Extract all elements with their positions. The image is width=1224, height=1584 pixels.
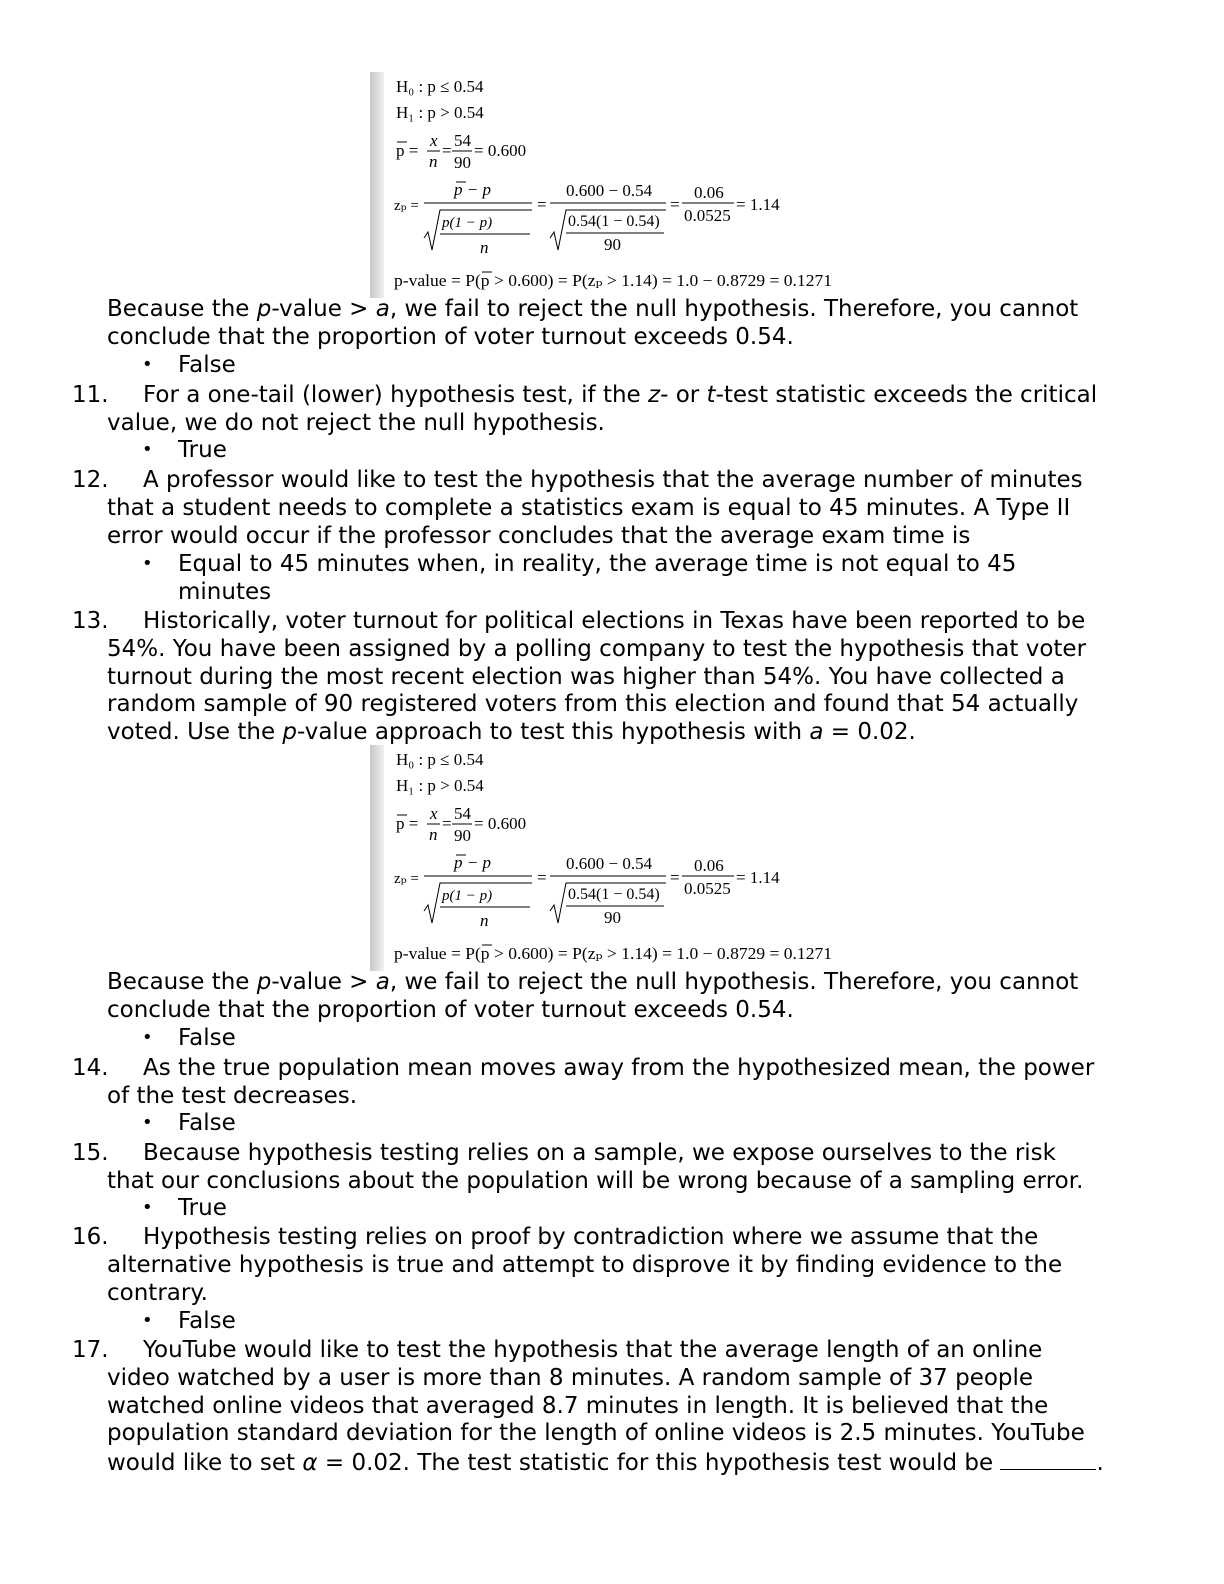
pbar-den: 90: [454, 153, 471, 172]
bullet-icon: •: [142, 354, 153, 375]
z-den-val-n: 90: [604, 908, 621, 927]
z-label: zₚ =: [394, 198, 419, 214]
formula-figure-1: [370, 72, 840, 298]
q17-line-2: video watched by a user is more than 8 minutes. A random sample of 37 people: [107, 1365, 1034, 1391]
z-den-n: n: [480, 911, 489, 930]
q13-line-1: Historically, voter turnout for political elections in Texas have been reported to be: [143, 608, 1086, 634]
q17-number: 17.: [72, 1337, 109, 1363]
svg-text:=: =: [537, 195, 547, 214]
pbar-n: n: [429, 152, 438, 171]
z-num-sym: p − p: [454, 180, 491, 199]
bullet-icon: •: [142, 553, 153, 574]
svg-text:=: =: [442, 141, 452, 160]
pbar-num: 54: [454, 131, 471, 150]
q11-line-2: value, we do not reject the null hypothesis.: [107, 410, 605, 436]
q13-line-5: voted. Use the p-value approach to test this hypothesis with a = 0.02.: [107, 719, 916, 745]
bullet-icon: •: [142, 1112, 153, 1133]
bullet-icon: •: [142, 439, 153, 460]
pbar-x: x: [430, 131, 438, 150]
pbar-den: 90: [454, 826, 471, 845]
z-den-val: 0.54(1 − 0.54): [568, 886, 660, 903]
z-den-val-n: 90: [604, 235, 621, 254]
pbar-x: x: [430, 804, 438, 823]
h1-text: H₁ : p > 0.54: [396, 103, 484, 122]
q15-line-2: that our conclusions about the population will be wrong because of a sampling error.: [107, 1168, 1084, 1194]
q15-number: 15.: [72, 1140, 109, 1166]
q17-line-5: would like to set α = 0.02. The test statistic for this hypothesis test would be .: [107, 1447, 1104, 1477]
q11-line-1: For a one-tail (lower) hypothesis test, if the z- or t-test statistic exceeds the critical: [143, 382, 1098, 408]
conclusion-2-line-2: conclude that the proportion of voter turnout exceeds 0.54.: [107, 997, 794, 1023]
z-num-sym: p − p: [454, 853, 491, 872]
q17-line-4: population standard deviation for the length of online videos is 2.5 minutes. YouTube: [107, 1420, 1085, 1446]
pbar-lhs: p =: [396, 141, 419, 160]
z-num-val: 0.600 − 0.54: [566, 181, 653, 200]
q12-line-2: that a student needs to complete a statistics exam is equal to 45 minutes. A Type II: [107, 495, 1071, 521]
z-label: zₚ =: [394, 871, 419, 887]
svg-text:=: =: [670, 868, 680, 887]
q16-line-1: Hypothesis testing relies on proof by contradiction where we assume that the: [143, 1224, 1039, 1250]
q14-line-2: of the test decreases.: [107, 1083, 358, 1109]
bullet-icon: •: [142, 1197, 153, 1218]
pbar-lhs: p =: [396, 814, 419, 833]
z-den-sym: p(1 − p): [442, 888, 493, 904]
answer-q11: True: [178, 437, 227, 463]
h0-text: H₀ : p ≤ 0.54: [396, 77, 484, 96]
z-den-val: 0.54(1 − 0.54): [568, 213, 660, 230]
z-frac-den: 0.0525: [684, 206, 731, 225]
h1-text: H₁ : p > 0.54: [396, 776, 484, 795]
z-den-sym: p(1 − p): [442, 215, 493, 231]
q11-number: 11.: [72, 382, 109, 408]
formula-svg: [370, 72, 840, 298]
pvalue-text: p-value = P(p > 0.600) = P(zₚ > 1.14) = 1.0 − 0.8729 = 0.1271: [394, 944, 832, 963]
q13-line-4: random sample of 90 registered voters from this election and found that 54 actually: [107, 691, 1079, 717]
q17-line-1: YouTube would like to test the hypothesis that the average length of an online: [143, 1337, 1043, 1363]
answer-q14: False: [178, 1110, 236, 1136]
pbar-result: = 0.600: [474, 141, 527, 160]
z-frac-num: 0.06: [694, 856, 724, 875]
pvalue-text: p-value = P(p > 0.600) = P(zₚ > 1.14) = 1.0 − 0.8729 = 0.1271: [394, 271, 832, 290]
pbar-n: n: [429, 825, 438, 844]
z-frac-num: 0.06: [694, 183, 724, 202]
conclusion-1-line-2: conclude that the proportion of voter turnout exceeds 0.54.: [107, 324, 794, 350]
pbar-result: = 0.600: [474, 814, 527, 833]
z-result: = 1.14: [736, 868, 780, 887]
q16-line-3: contrary.: [107, 1280, 208, 1306]
answer-block1: False: [178, 352, 236, 378]
q14-number: 14.: [72, 1055, 109, 1081]
h0-text: H₀ : p ≤ 0.54: [396, 750, 484, 769]
q12-line-1: A professor would like to test the hypothesis that the average number of minutes: [143, 467, 1083, 493]
bullet-icon: •: [142, 1310, 153, 1331]
q13-line-2: 54%. You have been assigned by a polling company to test the hypothesis that voter: [107, 636, 1087, 662]
q14-line-1: As the true population mean moves away from the hypothesized mean, the power: [143, 1055, 1095, 1081]
answer-q12-line-2: minutes: [178, 579, 272, 605]
q17-line-3: watched online videos that averaged 8.7 minutes in length. It is believed that the: [107, 1393, 1049, 1419]
bullet-icon: •: [142, 1027, 153, 1048]
conclusion-1-line-1: Because the p-value > a, we fail to reject the null hypothesis. Therefore, you cannot: [107, 296, 1079, 322]
q12-line-3: error would occur if the professor concludes that the average exam time is: [107, 523, 971, 549]
z-num-val: 0.600 − 0.54: [566, 854, 653, 873]
q12-number: 12.: [72, 467, 109, 493]
z-frac-den: 0.0525: [684, 879, 731, 898]
z-den-n: n: [480, 238, 489, 257]
answer-q13: False: [178, 1025, 236, 1051]
answer-blank[interactable]: [1000, 1447, 1096, 1470]
q13-line-3: turnout during the most recent election was higher than 54%. You have collected a: [107, 664, 1065, 690]
q13-number: 13.: [72, 608, 109, 634]
svg-text:=: =: [537, 868, 547, 887]
conclusion-2-line-1: Because the p-value > a, we fail to reject the null hypothesis. Therefore, you cannot: [107, 969, 1079, 995]
answer-q12-line-1: Equal to 45 minutes when, in reality, the average time is not equal to 45: [178, 551, 1017, 577]
z-result: = 1.14: [736, 195, 780, 214]
pbar-num: 54: [454, 804, 471, 823]
answer-q16: False: [178, 1308, 236, 1334]
formula-figure-2: [370, 745, 840, 971]
q15-line-1: Because hypothesis testing relies on a sample, we expose ourselves to the risk: [143, 1140, 1056, 1166]
formula-svg: [370, 745, 840, 971]
q16-line-2: alternative hypothesis is true and attempt to disprove it by finding evidence to the: [107, 1252, 1063, 1278]
q16-number: 16.: [72, 1224, 109, 1250]
answer-q15: True: [178, 1195, 227, 1221]
svg-text:=: =: [670, 195, 680, 214]
svg-text:=: =: [442, 814, 452, 833]
